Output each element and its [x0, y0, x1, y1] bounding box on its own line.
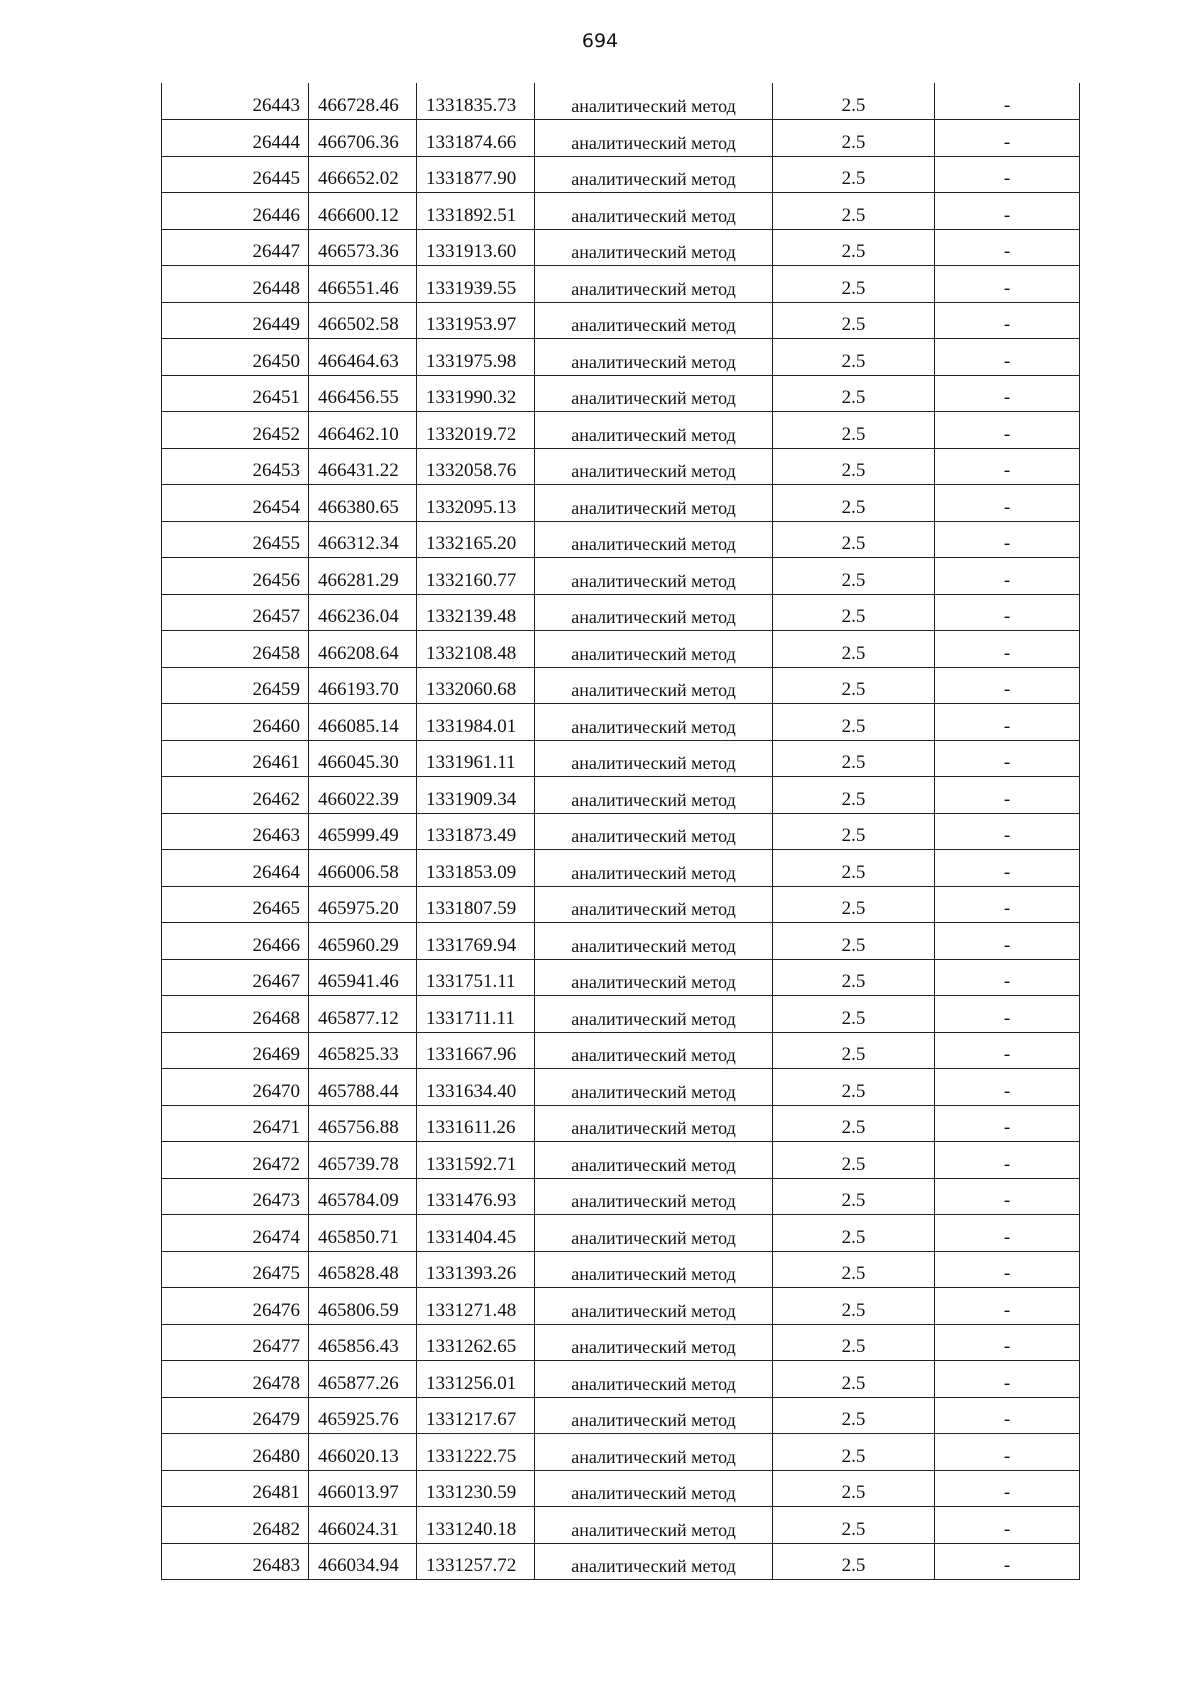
- accuracy-cell: 2.5: [773, 850, 935, 887]
- x-coordinate-cell: 466193.70: [309, 667, 417, 704]
- method-cell: аналитический метод: [535, 302, 773, 339]
- accuracy-cell: 2.5: [773, 1470, 935, 1507]
- method-cell: аналитический метод: [535, 266, 773, 303]
- y-coordinate-cell: 1331769.94: [417, 923, 535, 960]
- note-cell: -: [935, 375, 1080, 412]
- x-coordinate-cell: 466236.04: [309, 594, 417, 631]
- note-cell: -: [935, 704, 1080, 741]
- table-row: [162, 667, 1080, 704]
- x-coordinate-cell: 466573.36: [309, 229, 417, 266]
- method-cell: аналитический метод: [535, 594, 773, 631]
- accuracy-cell: 2.5: [773, 266, 935, 303]
- y-coordinate-cell: 1331262.65: [417, 1324, 535, 1361]
- note-cell: -: [935, 959, 1080, 996]
- point-number-cell: 26461: [162, 740, 309, 777]
- note-cell: -: [935, 740, 1080, 777]
- method-cell: аналитический метод: [535, 1470, 773, 1507]
- y-coordinate-cell: 1331592.71: [417, 1142, 535, 1179]
- x-coordinate-cell: 465739.78: [309, 1142, 417, 1179]
- y-coordinate-cell: 1332058.76: [417, 448, 535, 485]
- method-cell: аналитический метод: [535, 923, 773, 960]
- point-number-cell: 26462: [162, 777, 309, 814]
- accuracy-cell: 2.5: [773, 996, 935, 1033]
- note-cell: -: [935, 777, 1080, 814]
- method-cell: аналитический метод: [535, 558, 773, 595]
- y-coordinate-cell: 1331874.66: [417, 120, 535, 157]
- point-number-cell: 26454: [162, 485, 309, 522]
- note-cell: -: [935, 1543, 1080, 1580]
- y-coordinate-cell: 1331835.73: [417, 83, 535, 120]
- y-coordinate-cell: 1332139.48: [417, 594, 535, 631]
- x-coordinate-cell: 466020.13: [309, 1434, 417, 1471]
- point-number-cell: 26459: [162, 667, 309, 704]
- table-row: [162, 193, 1080, 230]
- note-cell: -: [935, 339, 1080, 376]
- method-cell: аналитический метод: [535, 1251, 773, 1288]
- note-cell: -: [935, 521, 1080, 558]
- note-cell: -: [935, 1032, 1080, 1069]
- y-coordinate-cell: 1331990.32: [417, 375, 535, 412]
- method-cell: аналитический метод: [535, 1069, 773, 1106]
- point-number-cell: 26443: [162, 83, 309, 120]
- table-row: [162, 412, 1080, 449]
- note-cell: -: [935, 485, 1080, 522]
- note-cell: -: [935, 1069, 1080, 1106]
- table-row: [162, 1215, 1080, 1252]
- point-number-cell: 26482: [162, 1507, 309, 1544]
- y-coordinate-cell: 1331961.11: [417, 740, 535, 777]
- note-cell: -: [935, 1470, 1080, 1507]
- table-row: [162, 777, 1080, 814]
- x-coordinate-cell: 465877.12: [309, 996, 417, 1033]
- table-row: [162, 923, 1080, 960]
- accuracy-cell: 2.5: [773, 412, 935, 449]
- method-cell: аналитический метод: [535, 1142, 773, 1179]
- x-coordinate-cell: 465877.26: [309, 1361, 417, 1398]
- coordinates-table: [161, 83, 1080, 1580]
- note-cell: -: [935, 594, 1080, 631]
- y-coordinate-cell: 1331877.90: [417, 156, 535, 193]
- accuracy-cell: 2.5: [773, 375, 935, 412]
- point-number-cell: 26444: [162, 120, 309, 157]
- point-number-cell: 26447: [162, 229, 309, 266]
- table-row: [162, 1324, 1080, 1361]
- method-cell: аналитический метод: [535, 777, 773, 814]
- accuracy-cell: 2.5: [773, 485, 935, 522]
- table-row: [162, 1361, 1080, 1398]
- x-coordinate-cell: 466312.34: [309, 521, 417, 558]
- method-cell: аналитический метод: [535, 631, 773, 668]
- point-number-cell: 26460: [162, 704, 309, 741]
- y-coordinate-cell: 1331975.98: [417, 339, 535, 376]
- y-coordinate-cell: 1331393.26: [417, 1251, 535, 1288]
- accuracy-cell: 2.5: [773, 1069, 935, 1106]
- x-coordinate-cell: 466652.02: [309, 156, 417, 193]
- table-row: [162, 1105, 1080, 1142]
- table-row: [162, 156, 1080, 193]
- note-cell: -: [935, 1324, 1080, 1361]
- y-coordinate-cell: 1331873.49: [417, 813, 535, 850]
- table-row: [162, 1251, 1080, 1288]
- y-coordinate-cell: 1331953.97: [417, 302, 535, 339]
- point-number-cell: 26476: [162, 1288, 309, 1325]
- x-coordinate-cell: 466085.14: [309, 704, 417, 741]
- accuracy-cell: 2.5: [773, 448, 935, 485]
- table-row: [162, 375, 1080, 412]
- x-coordinate-cell: 465975.20: [309, 886, 417, 923]
- y-coordinate-cell: 1331256.01: [417, 1361, 535, 1398]
- method-cell: аналитический метод: [535, 83, 773, 120]
- point-number-cell: 26471: [162, 1105, 309, 1142]
- accuracy-cell: 2.5: [773, 229, 935, 266]
- note-cell: -: [935, 193, 1080, 230]
- point-number-cell: 26463: [162, 813, 309, 850]
- y-coordinate-cell: 1331634.40: [417, 1069, 535, 1106]
- x-coordinate-cell: 466706.36: [309, 120, 417, 157]
- accuracy-cell: 2.5: [773, 339, 935, 376]
- method-cell: аналитический метод: [535, 156, 773, 193]
- method-cell: аналитический метод: [535, 1434, 773, 1471]
- y-coordinate-cell: 1331271.48: [417, 1288, 535, 1325]
- method-cell: аналитический метод: [535, 120, 773, 157]
- y-coordinate-cell: 1331913.60: [417, 229, 535, 266]
- point-number-cell: 26479: [162, 1397, 309, 1434]
- method-cell: аналитический метод: [535, 412, 773, 449]
- note-cell: -: [935, 667, 1080, 704]
- table-row: [162, 704, 1080, 741]
- note-cell: -: [935, 558, 1080, 595]
- table-row: [162, 1178, 1080, 1215]
- y-coordinate-cell: 1331240.18: [417, 1507, 535, 1544]
- accuracy-cell: 2.5: [773, 777, 935, 814]
- table-row: [162, 1142, 1080, 1179]
- x-coordinate-cell: 466456.55: [309, 375, 417, 412]
- accuracy-cell: 2.5: [773, 594, 935, 631]
- table-row: [162, 83, 1080, 120]
- point-number-cell: 26468: [162, 996, 309, 1033]
- accuracy-cell: 2.5: [773, 813, 935, 850]
- method-cell: аналитический метод: [535, 740, 773, 777]
- method-cell: аналитический метод: [535, 375, 773, 412]
- accuracy-cell: 2.5: [773, 1397, 935, 1434]
- x-coordinate-cell: 466022.39: [309, 777, 417, 814]
- method-cell: аналитический метод: [535, 1215, 773, 1252]
- accuracy-cell: 2.5: [773, 120, 935, 157]
- accuracy-cell: 2.5: [773, 521, 935, 558]
- table-row: [162, 266, 1080, 303]
- accuracy-cell: 2.5: [773, 302, 935, 339]
- point-number-cell: 26448: [162, 266, 309, 303]
- table-row: [162, 339, 1080, 376]
- note-cell: -: [935, 448, 1080, 485]
- method-cell: аналитический метод: [535, 1361, 773, 1398]
- method-cell: аналитический метод: [535, 1032, 773, 1069]
- accuracy-cell: 2.5: [773, 1251, 935, 1288]
- table-row: [162, 521, 1080, 558]
- accuracy-cell: 2.5: [773, 667, 935, 704]
- page-number: 694: [581, 30, 619, 52]
- coordinates-table-body: [162, 83, 1080, 1580]
- table-row: [162, 959, 1080, 996]
- x-coordinate-cell: 466462.10: [309, 412, 417, 449]
- method-cell: аналитический метод: [535, 850, 773, 887]
- note-cell: -: [935, 1397, 1080, 1434]
- note-cell: -: [935, 412, 1080, 449]
- x-coordinate-cell: 466551.46: [309, 266, 417, 303]
- table-row: [162, 448, 1080, 485]
- note-cell: -: [935, 120, 1080, 157]
- y-coordinate-cell: 1331476.93: [417, 1178, 535, 1215]
- accuracy-cell: 2.5: [773, 740, 935, 777]
- point-number-cell: 26452: [162, 412, 309, 449]
- point-number-cell: 26467: [162, 959, 309, 996]
- x-coordinate-cell: 466013.97: [309, 1470, 417, 1507]
- point-number-cell: 26483: [162, 1543, 309, 1580]
- y-coordinate-cell: 1331909.34: [417, 777, 535, 814]
- point-number-cell: 26474: [162, 1215, 309, 1252]
- method-cell: аналитический метод: [535, 1324, 773, 1361]
- accuracy-cell: 2.5: [773, 193, 935, 230]
- method-cell: аналитический метод: [535, 1397, 773, 1434]
- x-coordinate-cell: 466728.46: [309, 83, 417, 120]
- point-number-cell: 26470: [162, 1069, 309, 1106]
- note-cell: -: [935, 850, 1080, 887]
- method-cell: аналитический метод: [535, 1105, 773, 1142]
- x-coordinate-cell: 465960.29: [309, 923, 417, 960]
- accuracy-cell: 2.5: [773, 1507, 935, 1544]
- y-coordinate-cell: 1331853.09: [417, 850, 535, 887]
- table-row: [162, 1397, 1080, 1434]
- y-coordinate-cell: 1331404.45: [417, 1215, 535, 1252]
- accuracy-cell: 2.5: [773, 959, 935, 996]
- note-cell: -: [935, 813, 1080, 850]
- method-cell: аналитический метод: [535, 448, 773, 485]
- note-cell: -: [935, 1215, 1080, 1252]
- y-coordinate-cell: 1332019.72: [417, 412, 535, 449]
- method-cell: аналитический метод: [535, 1507, 773, 1544]
- note-cell: -: [935, 1434, 1080, 1471]
- method-cell: аналитический метод: [535, 229, 773, 266]
- y-coordinate-cell: 1331230.59: [417, 1470, 535, 1507]
- x-coordinate-cell: 466380.65: [309, 485, 417, 522]
- note-cell: -: [935, 631, 1080, 668]
- point-number-cell: 26477: [162, 1324, 309, 1361]
- method-cell: аналитический метод: [535, 667, 773, 704]
- table-row: [162, 850, 1080, 887]
- table-row: [162, 886, 1080, 923]
- point-number-cell: 26475: [162, 1251, 309, 1288]
- point-number-cell: 26469: [162, 1032, 309, 1069]
- x-coordinate-cell: 466281.29: [309, 558, 417, 595]
- x-coordinate-cell: 466006.58: [309, 850, 417, 887]
- note-cell: -: [935, 1251, 1080, 1288]
- table-row: [162, 1069, 1080, 1106]
- table-row: [162, 1032, 1080, 1069]
- note-cell: -: [935, 923, 1080, 960]
- x-coordinate-cell: 465784.09: [309, 1178, 417, 1215]
- note-cell: -: [935, 302, 1080, 339]
- accuracy-cell: 2.5: [773, 83, 935, 120]
- table-row: [162, 813, 1080, 850]
- x-coordinate-cell: 466600.12: [309, 193, 417, 230]
- point-number-cell: 26451: [162, 375, 309, 412]
- table-row: [162, 120, 1080, 157]
- method-cell: аналитический метод: [535, 1543, 773, 1580]
- method-cell: аналитический метод: [535, 704, 773, 741]
- point-number-cell: 26465: [162, 886, 309, 923]
- x-coordinate-cell: 466431.22: [309, 448, 417, 485]
- accuracy-cell: 2.5: [773, 1288, 935, 1325]
- accuracy-cell: 2.5: [773, 1178, 935, 1215]
- point-number-cell: 26473: [162, 1178, 309, 1215]
- accuracy-cell: 2.5: [773, 1105, 935, 1142]
- x-coordinate-cell: 466045.30: [309, 740, 417, 777]
- point-number-cell: 26457: [162, 594, 309, 631]
- x-coordinate-cell: 465850.71: [309, 1215, 417, 1252]
- note-cell: -: [935, 229, 1080, 266]
- note-cell: -: [935, 1142, 1080, 1179]
- note-cell: -: [935, 83, 1080, 120]
- method-cell: аналитический метод: [535, 193, 773, 230]
- y-coordinate-cell: 1331892.51: [417, 193, 535, 230]
- method-cell: аналитический метод: [535, 521, 773, 558]
- accuracy-cell: 2.5: [773, 1361, 935, 1398]
- point-number-cell: 26458: [162, 631, 309, 668]
- x-coordinate-cell: 465999.49: [309, 813, 417, 850]
- y-coordinate-cell: 1331217.67: [417, 1397, 535, 1434]
- y-coordinate-cell: 1331222.75: [417, 1434, 535, 1471]
- accuracy-cell: 2.5: [773, 886, 935, 923]
- x-coordinate-cell: 465788.44: [309, 1069, 417, 1106]
- point-number-cell: 26446: [162, 193, 309, 230]
- table-row: [162, 229, 1080, 266]
- table-row: [162, 1288, 1080, 1325]
- table-row: [162, 558, 1080, 595]
- y-coordinate-cell: 1331611.26: [417, 1105, 535, 1142]
- x-coordinate-cell: 466024.31: [309, 1507, 417, 1544]
- y-coordinate-cell: 1332165.20: [417, 521, 535, 558]
- accuracy-cell: 2.5: [773, 1543, 935, 1580]
- x-coordinate-cell: 465828.48: [309, 1251, 417, 1288]
- method-cell: аналитический метод: [535, 485, 773, 522]
- accuracy-cell: 2.5: [773, 923, 935, 960]
- point-number-cell: 26481: [162, 1470, 309, 1507]
- note-cell: -: [935, 996, 1080, 1033]
- table-row: [162, 302, 1080, 339]
- method-cell: аналитический метод: [535, 1288, 773, 1325]
- method-cell: аналитический метод: [535, 813, 773, 850]
- point-number-cell: 26453: [162, 448, 309, 485]
- note-cell: -: [935, 1288, 1080, 1325]
- y-coordinate-cell: 1331257.72: [417, 1543, 535, 1580]
- method-cell: аналитический метод: [535, 959, 773, 996]
- point-number-cell: 26449: [162, 302, 309, 339]
- accuracy-cell: 2.5: [773, 156, 935, 193]
- point-number-cell: 26456: [162, 558, 309, 595]
- table-row: [162, 485, 1080, 522]
- accuracy-cell: 2.5: [773, 1434, 935, 1471]
- accuracy-cell: 2.5: [773, 1032, 935, 1069]
- x-coordinate-cell: 465941.46: [309, 959, 417, 996]
- x-coordinate-cell: 466034.94: [309, 1543, 417, 1580]
- note-cell: -: [935, 1507, 1080, 1544]
- note-cell: -: [935, 1105, 1080, 1142]
- point-number-cell: 26472: [162, 1142, 309, 1179]
- method-cell: аналитический метод: [535, 1178, 773, 1215]
- note-cell: -: [935, 1178, 1080, 1215]
- y-coordinate-cell: 1332095.13: [417, 485, 535, 522]
- x-coordinate-cell: 465856.43: [309, 1324, 417, 1361]
- accuracy-cell: 2.5: [773, 1324, 935, 1361]
- table-row: [162, 1470, 1080, 1507]
- method-cell: аналитический метод: [535, 886, 773, 923]
- x-coordinate-cell: 466502.58: [309, 302, 417, 339]
- accuracy-cell: 2.5: [773, 704, 935, 741]
- accuracy-cell: 2.5: [773, 558, 935, 595]
- y-coordinate-cell: 1331939.55: [417, 266, 535, 303]
- table-row: [162, 1507, 1080, 1544]
- x-coordinate-cell: 465925.76: [309, 1397, 417, 1434]
- x-coordinate-cell: 465756.88: [309, 1105, 417, 1142]
- y-coordinate-cell: 1331667.96: [417, 1032, 535, 1069]
- y-coordinate-cell: 1331711.11: [417, 996, 535, 1033]
- point-number-cell: 26464: [162, 850, 309, 887]
- y-coordinate-cell: 1332108.48: [417, 631, 535, 668]
- x-coordinate-cell: 465825.33: [309, 1032, 417, 1069]
- note-cell: -: [935, 266, 1080, 303]
- table-row: [162, 1434, 1080, 1471]
- y-coordinate-cell: 1331807.59: [417, 886, 535, 923]
- table-row: [162, 996, 1080, 1033]
- x-coordinate-cell: 466464.63: [309, 339, 417, 376]
- y-coordinate-cell: 1332160.77: [417, 558, 535, 595]
- table-row: [162, 594, 1080, 631]
- point-number-cell: 26480: [162, 1434, 309, 1471]
- table-row: [162, 631, 1080, 668]
- note-cell: -: [935, 886, 1080, 923]
- method-cell: аналитический метод: [535, 339, 773, 376]
- y-coordinate-cell: 1331984.01: [417, 704, 535, 741]
- note-cell: -: [935, 1361, 1080, 1398]
- accuracy-cell: 2.5: [773, 631, 935, 668]
- x-coordinate-cell: 465806.59: [309, 1288, 417, 1325]
- y-coordinate-cell: 1332060.68: [417, 667, 535, 704]
- point-number-cell: 26478: [162, 1361, 309, 1398]
- table-row: [162, 740, 1080, 777]
- point-number-cell: 26455: [162, 521, 309, 558]
- note-cell: -: [935, 156, 1080, 193]
- y-coordinate-cell: 1331751.11: [417, 959, 535, 996]
- point-number-cell: 26445: [162, 156, 309, 193]
- method-cell: аналитический метод: [535, 996, 773, 1033]
- table-row: [162, 1543, 1080, 1580]
- accuracy-cell: 2.5: [773, 1215, 935, 1252]
- point-number-cell: 26450: [162, 339, 309, 376]
- accuracy-cell: 2.5: [773, 1142, 935, 1179]
- x-coordinate-cell: 466208.64: [309, 631, 417, 668]
- point-number-cell: 26466: [162, 923, 309, 960]
